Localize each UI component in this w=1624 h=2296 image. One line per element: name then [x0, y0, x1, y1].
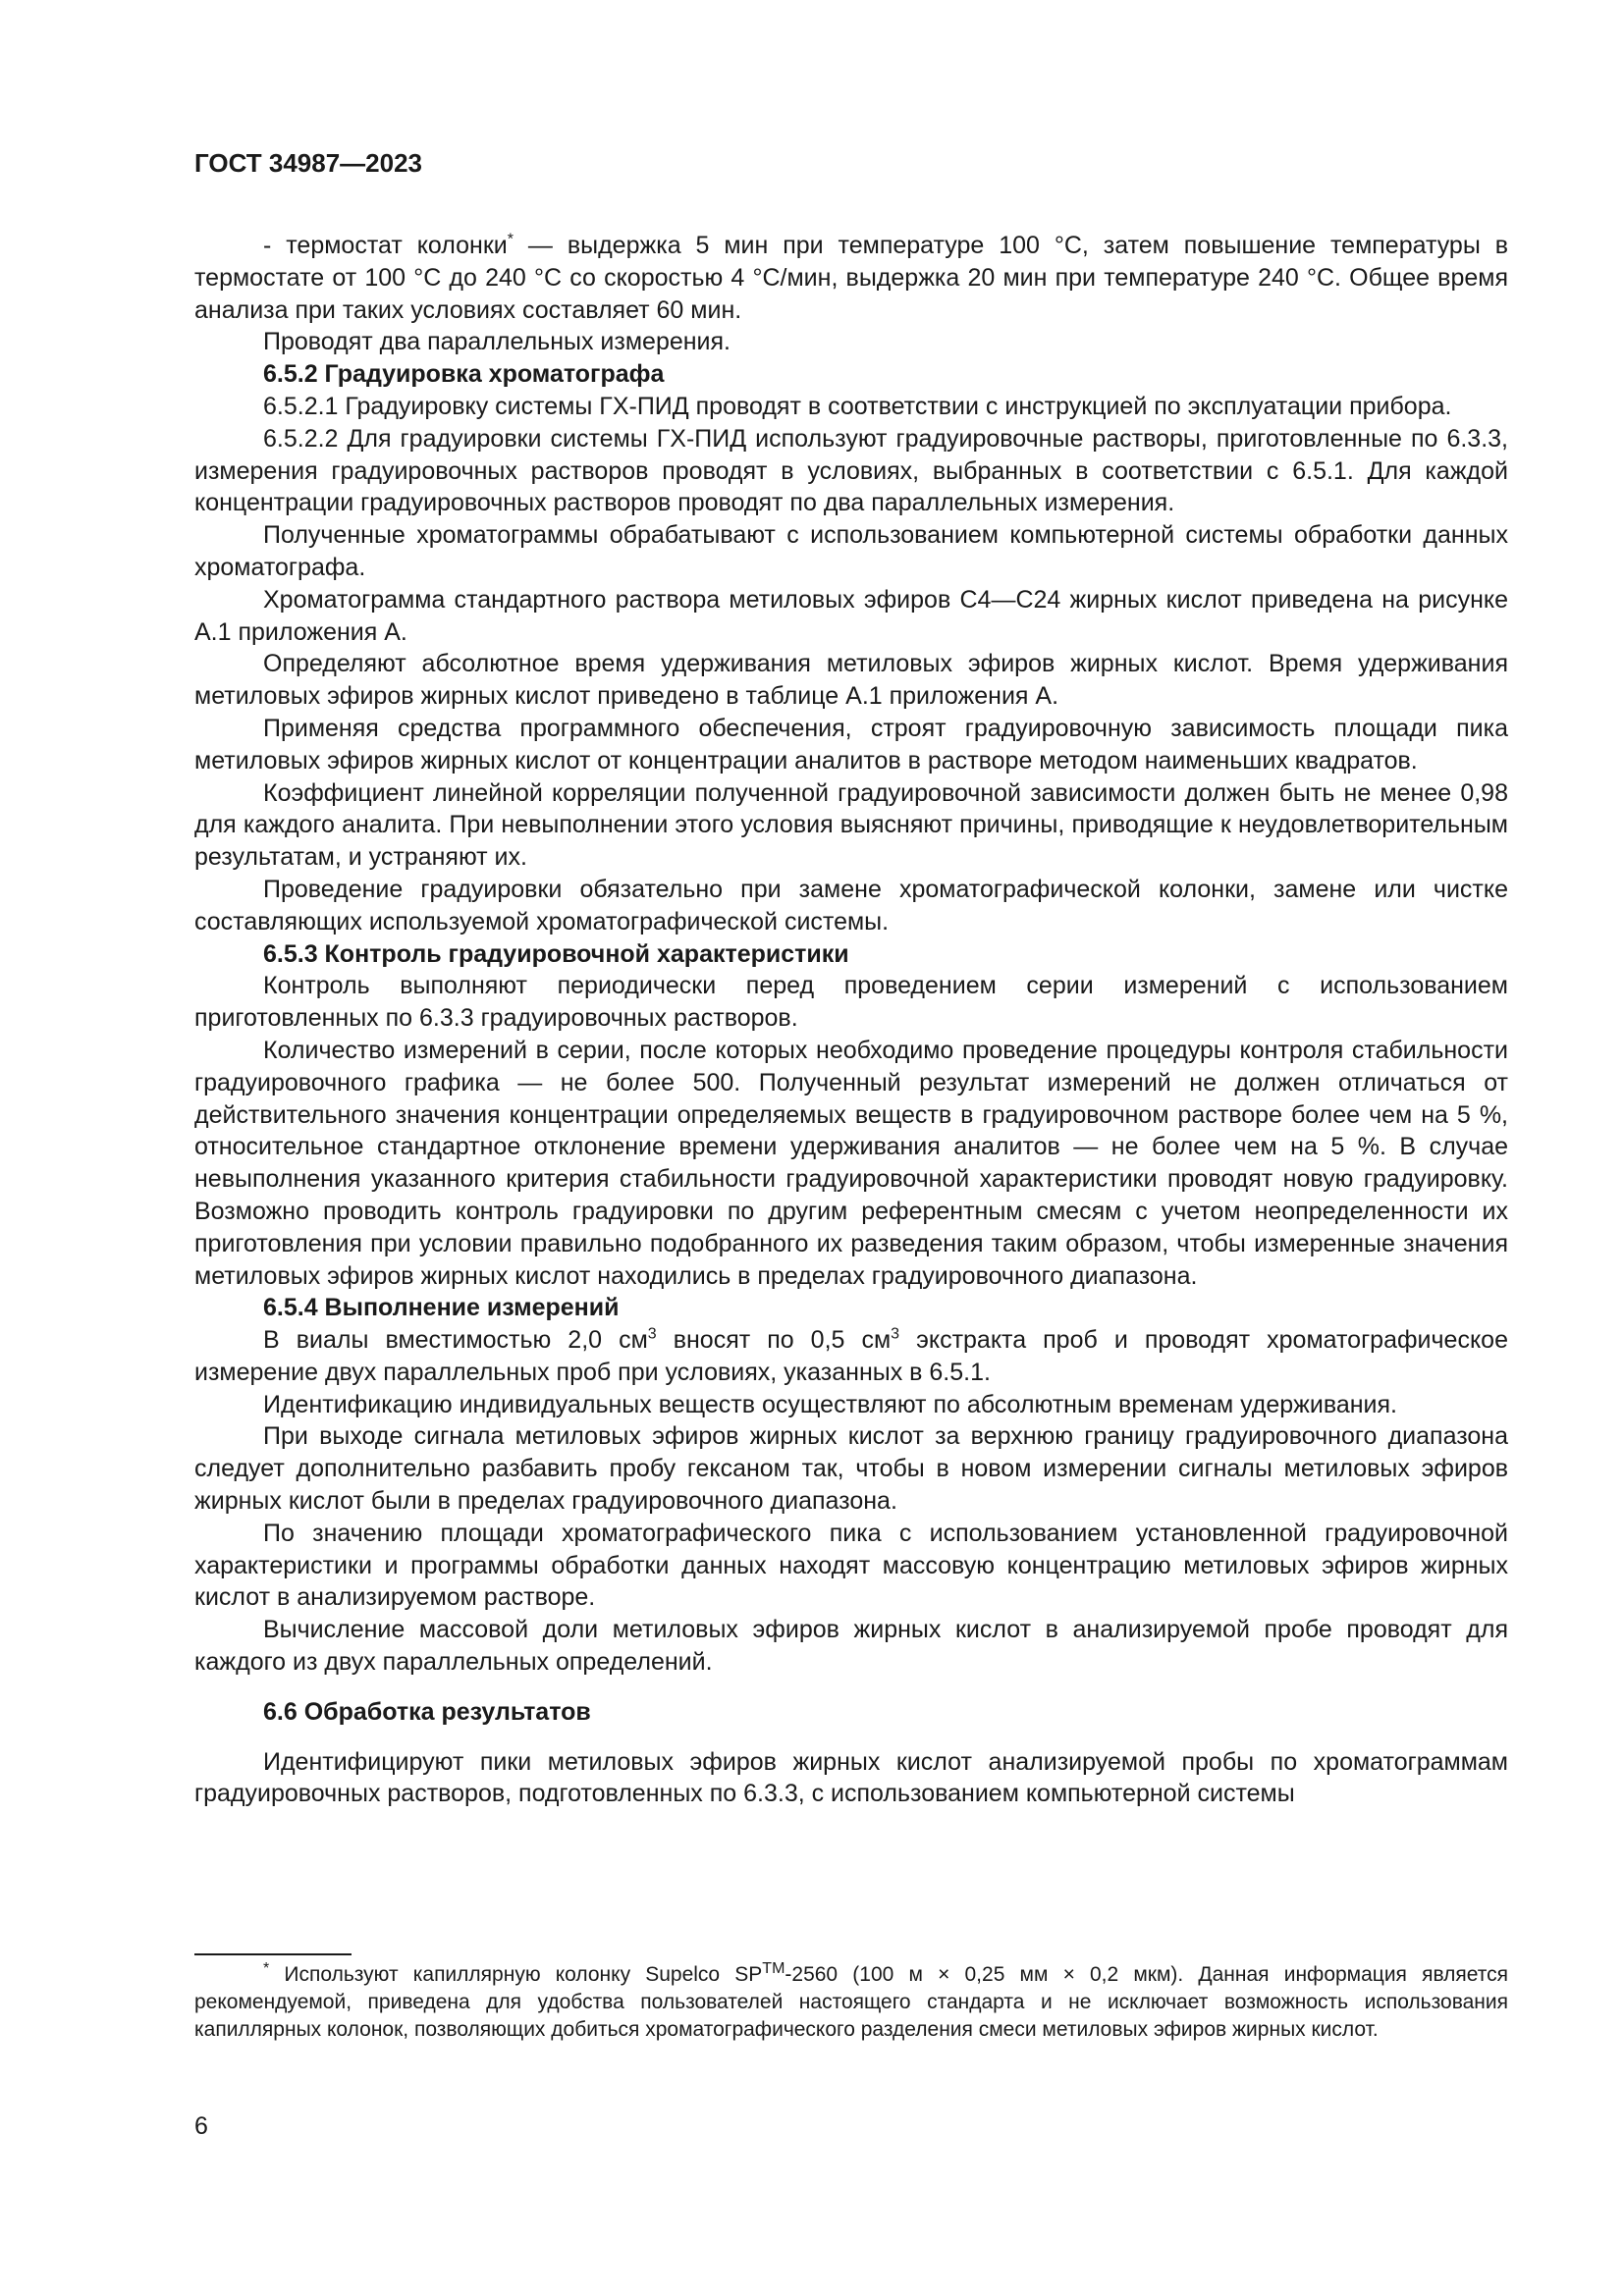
section-heading-6-5-3: 6.5.3 Контроль градуировочной характеристики — [263, 939, 849, 968]
paragraph: Идентификацию индивидуальных веществ осуществляют по абсолютным временам удерживания. — [263, 1390, 1397, 1418]
paragraph: 6.5.2.1 Градуировку системы ГХ-ПИД проводят в соответствии с инструкцией по эксплуатации прибора. — [263, 392, 1452, 420]
paragraph: Количество измерений в серии, после которых необходимо проведение процедуры контроля стабильности градуировочного графика — не более 500. Полученный результат измерений не должен отличаться от действительного значения концентрации определяемых веществ в градуировочном растворе более чем на 5 %, относительное стандартное отклонение времени удерживания аналитов — не более чем на 5 %. В случае невыполнения указанного критерия стабильности градуировочной характеристики проводят новую градуировку. Возможно проводить контроль градуировки по другим референтным смесям с учетом неопределенности их приготовления при условии правильно подобранного их разведения таким образом, чтобы измеренные значения метиловых эфиров жирных кислот находились в пределах градуировочного диапазона. — [194, 1036, 1508, 1290]
footnote-text — [194, 1961, 1508, 2044]
paragraph: 6.5.2.2 Для градуировки системы ГХ-ПИД используют градуировочные растворы, приготовленные по 6.3.3, измерения градуировочных растворов проводят в условиях, выбранных в соответствии с 6.5.1. Для каждой концентрации градуировочных растворов проводят по два параллельных измерения. — [194, 424, 1508, 517]
paragraph-vials — [194, 1324, 1508, 1389]
paragraph-text: вносят по 0,5 см — [656, 1326, 892, 1355]
footnote-separator — [194, 1953, 352, 1955]
paragraph: Хроматограмма стандартного раствора метиловых эфиров С4—С24 жирных кислот приведена на рисунке А.1 приложения А. — [194, 585, 1508, 646]
paragraph: Проводят два параллельных измерения. — [263, 328, 731, 356]
page-number: 6 — [194, 2112, 208, 2140]
footnote-text-part: Используют капиллярную колонку Supelco SP — [269, 1963, 763, 1986]
document-code-header: ГОСТ 34987—2023 — [194, 148, 422, 178]
paragraph-text: — выдержка 5 мин при температуре 100 °С, затем повышение температуры в термостате от 100 °С до 240 °С со скоростью 4 °С/мин, выдержка 20 мин при температуре 240 °С. Общее время анализа при таких условиях составляет 60 мин. — [194, 232, 1508, 324]
paragraph: Полученные хроматограммы обрабатывают с использованием компьютерной системы обработки данных хроматографа. — [194, 521, 1508, 581]
paragraph: Определяют абсолютное время удерживания метиловых эфиров жирных кислот. Время удерживания метиловых эфиров жирных кислот приведено в таблице А.1 приложения А. — [194, 650, 1508, 711]
paragraph-text: В виалы вместимостью 2,0 см — [263, 1326, 648, 1355]
section-heading-6-5-4: 6.5.4 Выполнение измерений — [263, 1294, 620, 1322]
section-heading-6-5-2: 6.5.2 Градуировка хроматографа — [263, 360, 665, 389]
trademark-superscript: TM — [762, 1960, 785, 1977]
paragraph: При выходе сигнала метиловых эфиров жирных кислот за верхнюю границу градуировочного диапазона следует дополнительно разбавить пробу гексаном так, чтобы в новом измерении сигналы метиловых эфиров жирных кислот были в пределах градуировочного диапазона. — [194, 1422, 1508, 1516]
section-heading-6-6: 6.6 Обработка результатов — [263, 1697, 591, 1726]
paragraph: Вычисление массовой доли метиловых эфиров жирных кислот в анализируемой пробе проводят для каждого из двух параллельных определений. — [194, 1616, 1508, 1677]
paragraph-column-thermostat — [194, 230, 1508, 326]
superscript-cubic: 3 — [647, 1325, 657, 1343]
footnote — [194, 1961, 1508, 2044]
paragraph: По значению площади хроматографического пика с использованием установленной градуировочной характеристики и программы обработки данных находят массовую концентрацию метиловых эфиров жирных кислот в анализируемом растворе. — [194, 1519, 1508, 1612]
superscript-cubic: 3 — [891, 1325, 900, 1343]
paragraph: Идентифицируют пики метиловых эфиров жирных кислот анализируемой пробы по хроматограммам градуировочных растворов, подготовленных по 6.3.3, с использованием компьютерной системы — [194, 1747, 1508, 1808]
footnote-mark: * — [263, 1960, 270, 1977]
footnote-text-part: -2560 (100 м × 0,25 мм × 0,2 мкм). Данная информация является рекомендуемой, приведена для удобства пользователей настоящего стандарта и не исключает возможность использования капиллярных колонок, позволяющих добиться хроматографического разделения смеси метиловых эфиров жирных кислот. — [194, 1963, 1508, 2041]
main-text — [194, 230, 1508, 1810]
paragraph: Коэффициент линейной корреляции полученной градуировочной зависимости должен быть не менее 0,98 для каждого аналита. При невыполнении этого условия выясняют причины, приводящие к неудовлетворительным результатам, и устраняют их. — [194, 778, 1508, 872]
footnote-reference-mark: * — [507, 231, 514, 248]
paragraph-text: экстракта проб и проводят хроматографическое измерение двух параллельных проб при условиях, указанных в 6.5.1. — [194, 1326, 1508, 1386]
paragraph: Контроль выполняют периодически перед проведением серии измерений с использованием приготовленных по 6.3.3 градуировочных растворов. — [194, 972, 1508, 1033]
paragraph: Применяя средства программного обеспечения, строят градуировочную зависимость площади пика метиловых эфиров жирных кислот от концентрации аналитов в растворе методом наименьших квадратов. — [194, 714, 1508, 774]
paragraph-text: - термостат колонки — [263, 232, 508, 259]
paragraph: Проведение градуировки обязательно при замене хроматографической колонки, замене или чистке составляющих используемой хроматографической системы. — [194, 875, 1508, 935]
page-content — [194, 147, 1508, 1810]
